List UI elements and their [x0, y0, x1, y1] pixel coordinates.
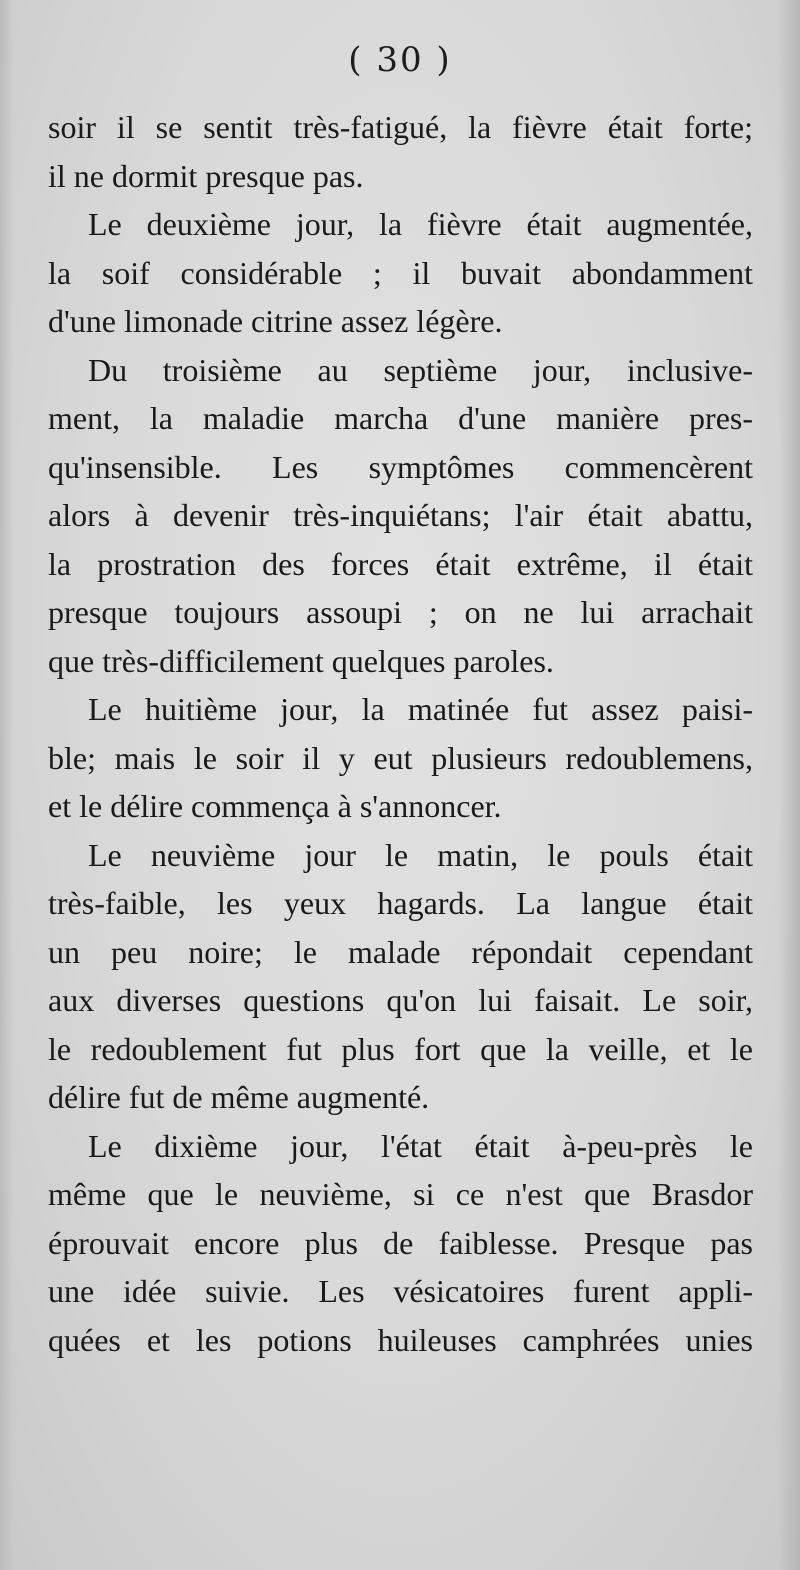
- text-line: soir il se sentit très-fatigué, la fièvre était forte;: [48, 109, 753, 145]
- text-line: presque toujours assoupi ; on ne lui arrachait: [48, 594, 753, 630]
- text-line: Le neuvième jour le matin, le pouls était: [88, 836, 753, 873]
- text-line: le redoublement fut plus fort que la veille, et le: [48, 1030, 753, 1067]
- text-line: la soif considérable ; il buvait abondamment: [48, 254, 753, 291]
- page-edge-shadow-left: [0, 0, 14, 1570]
- text-line: alors à devenir très-inquiétans; l'air était abattu,: [48, 497, 753, 533]
- text-line: quées et les potions huileuses camphrées unies: [48, 1321, 753, 1358]
- text-line: même que le neuvième, si ce n'est que Brasdor: [48, 1176, 753, 1212]
- text-line: Le huitième jour, la matinée fut assez paisi-: [88, 691, 753, 727]
- text-line: qu'insensible. Les symptômes commencèrent: [48, 448, 753, 485]
- text-line: un peu noire; le malade répondait cependant: [48, 933, 753, 970]
- text-line: d'une limonade citrine assez légère.: [48, 303, 503, 339]
- text-line: et le délire commença à s'annoncer.: [48, 788, 502, 824]
- page-edge-shadow-right: [778, 0, 800, 1570]
- text-line: Le dixième jour, l'état était à-peu-près le: [88, 1127, 753, 1164]
- text-line: éprouvait encore plus de faiblesse. Presque pas: [48, 1224, 753, 1261]
- text-line: il ne dormit presque pas.: [48, 157, 364, 194]
- text-line: ment, la maladie marcha d'une manière pres-: [48, 400, 753, 436]
- text-line: Du troisième au septième jour, inclusive-: [88, 351, 753, 388]
- text-line: la prostration des forces était extrême, il était: [48, 545, 753, 582]
- text-line: que très-difficilement quelques paroles.: [48, 642, 554, 679]
- text-line: Le deuxième jour, la fièvre était augmentée,: [88, 206, 753, 242]
- text-line: très-faible, les yeux hagards. La langue était: [48, 885, 753, 921]
- text-line: délire fut de même augmenté.: [48, 1079, 430, 1115]
- page-number: ( 30 ): [348, 40, 452, 80]
- text-line: aux diverses questions qu'on lui faisait. Le soir,: [48, 982, 753, 1018]
- text-line: ble; mais le soir il y eut plusieurs redoublemens,: [48, 739, 753, 776]
- text-line: une idée suivie. Les vésicatoires furent appli-: [48, 1273, 753, 1309]
- body-text: [48, 103, 753, 1364]
